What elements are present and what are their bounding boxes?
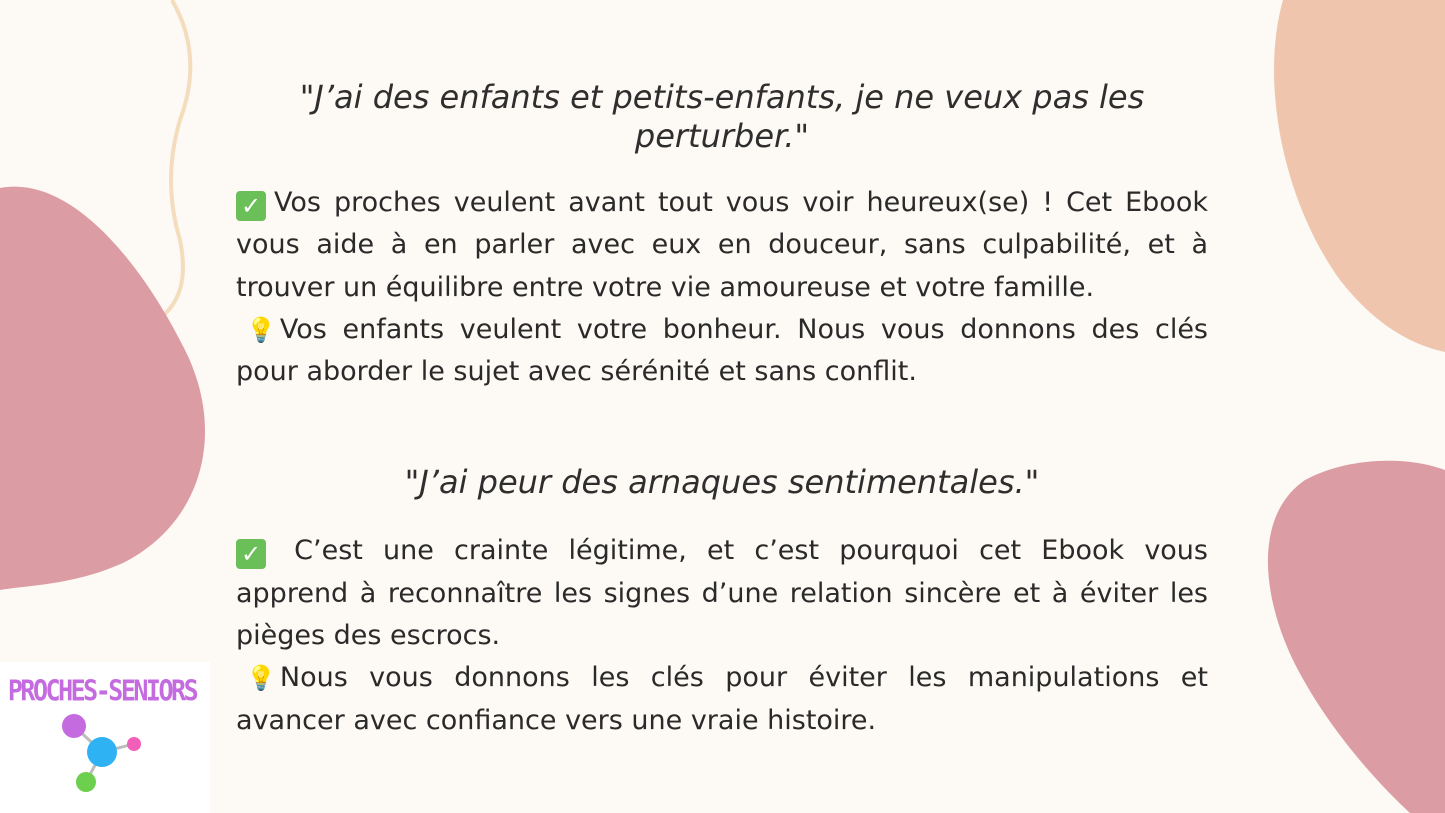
check-mark-icon: ✓ — [236, 191, 266, 221]
blue-node — [87, 737, 117, 767]
check-mark-icon: ✓ — [236, 539, 266, 569]
pink-blob-left — [0, 187, 205, 590]
proches-seniors-logo — [0, 662, 210, 813]
answer-paragraph-scams — [236, 530, 1208, 741]
slide-content — [236, 78, 1208, 742]
answer-text-family: Vos proches veulent avant tout vous voir heureux(se) ! Cet Ebook vous aide à en parler avec eux en douceur, sans culpabilité, et à trouver un équilibre entre votre vie amoureuse et votre famille. — [236, 187, 1208, 303]
pink-blob-bottom-right — [1268, 461, 1445, 813]
cream-wavy-line — [155, 0, 190, 322]
answer-paragraph-family — [236, 182, 1208, 393]
quote-heading-family: "J’ai des enfants et petits-enfants, je ne veux pas les perturber." — [299, 78, 1145, 155]
purple-node — [62, 714, 86, 738]
light-bulb-icon: 💡 — [246, 315, 276, 344]
light-bulb-icon: 💡 — [246, 664, 276, 693]
logo-text: PROCHES-SENIORS — [7, 673, 197, 708]
peach-blob-top-right — [1274, 0, 1445, 352]
molecule-logo-icon — [0, 662, 210, 813]
answer-text-scams: C’est une crainte légitime, et c’est pourquoi cet Ebook vous apprend à reconnaître les signes d’une relation sincère et à éviter les pièges des escrocs. — [236, 535, 1208, 652]
tip-text-scams: Nous vous donnons les clés pour éviter les manipulations et avancer avec confiance vers une vraie histoire. — [236, 662, 1208, 736]
green-node — [76, 772, 96, 792]
pink-node — [127, 737, 141, 751]
tip-text-family: Vos enfants veulent votre bonheur. Nous vous donnons des clés pour aborder le sujet avec sérénité et sans conflit. — [236, 313, 1208, 388]
quote-heading-scams: "J’ai peur des arnaques sentimentales." — [404, 463, 1040, 502]
